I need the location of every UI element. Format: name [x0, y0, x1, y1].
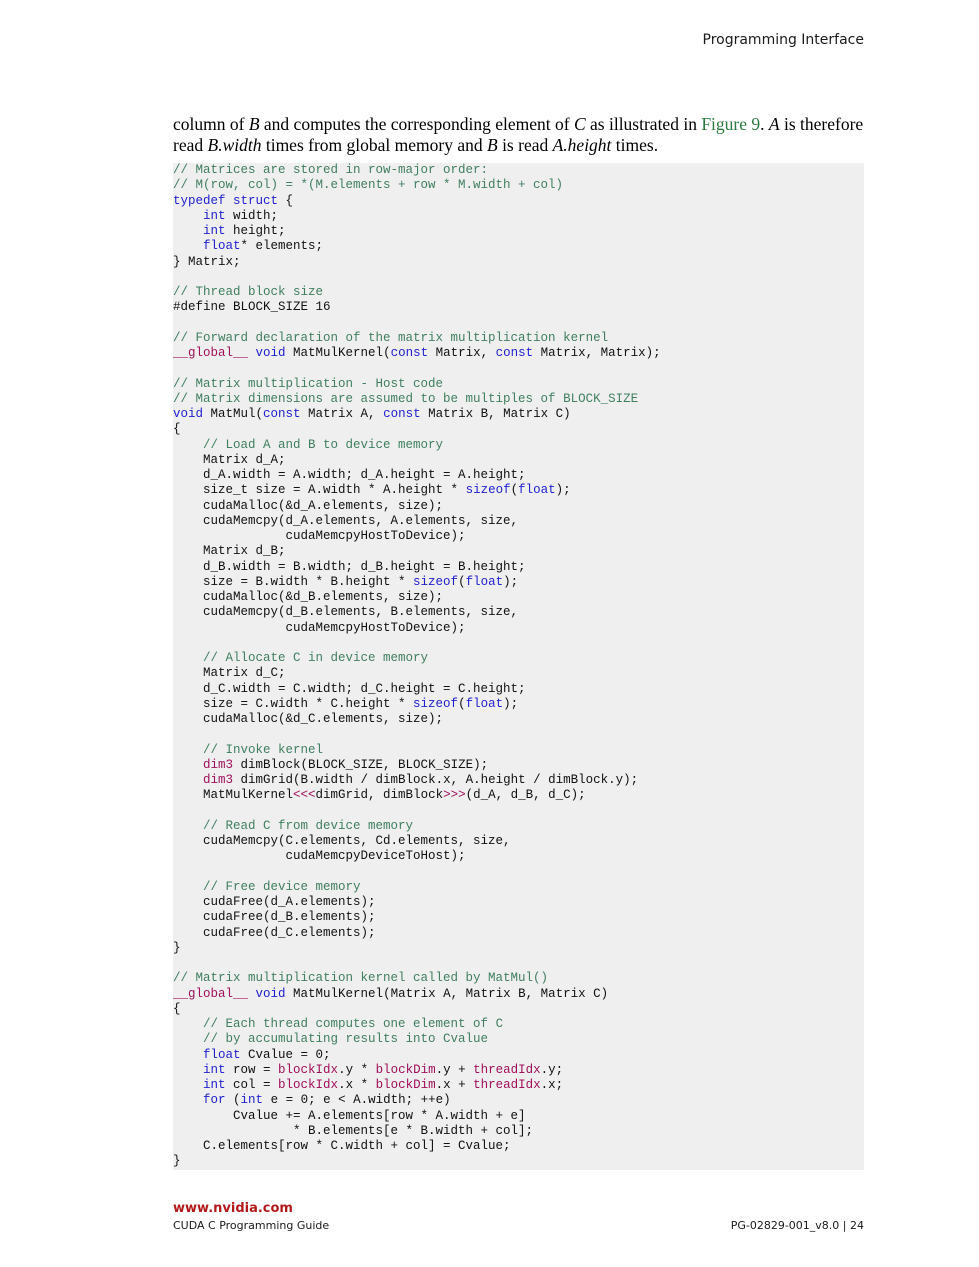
code-token: e = 0; e < A.width; ++e): [263, 1093, 451, 1108]
code-line: [173, 682, 526, 696]
code-token: MatMul(: [203, 407, 264, 421]
code-token: // Matrices are stored in row-major order:: [173, 163, 489, 177]
code-token: #define BLOCK_SIZE 16: [173, 300, 331, 315]
code-token: size_t size = A.width * A.height *: [173, 483, 466, 498]
code-line: [173, 194, 293, 208]
code-token: [173, 743, 203, 757]
code-line: [173, 1048, 331, 1062]
code-token: MatMulKernel(: [285, 346, 391, 360]
code-token: blockDim: [375, 1062, 436, 1077]
code-line: [173, 743, 323, 757]
code-token: Matrix, Matrix);: [533, 346, 661, 360]
code-line: [173, 895, 376, 909]
code-token: blockIdx: [278, 1062, 339, 1077]
code-line: [173, 987, 608, 1001]
code-line: [173, 544, 286, 558]
code-token: Matrix A,: [300, 407, 384, 421]
code-token: >>>: [443, 788, 466, 803]
code-token: Cvalue += A.elements[row * A.width + e]: [173, 1108, 526, 1123]
code-token: int: [203, 224, 226, 238]
code-line: [173, 285, 323, 299]
code-line: [173, 1109, 526, 1123]
code-token: struct: [233, 193, 279, 208]
intro-text: as illustrated in: [585, 114, 702, 134]
code-token: {: [173, 422, 181, 437]
code-token: dimGrid(B.width / dimBlock.x, A.height / dimBlock.y);: [233, 773, 639, 787]
code-token: dimGrid, dimBlock: [315, 788, 444, 803]
code-token: height;: [225, 224, 286, 238]
code-token: int: [203, 1062, 226, 1077]
code-token: // Matrix multiplication kernel called by MatMul(): [173, 971, 549, 986]
code-token: sizeof: [413, 696, 459, 711]
code-token: // Invoke kernel: [203, 742, 324, 757]
var-c: C: [573, 114, 586, 134]
code-line: [173, 575, 518, 589]
code-token: [173, 819, 203, 833]
code-token: d_C.width = C.width; d_C.height = C.height;: [173, 681, 526, 696]
code-line: [173, 788, 586, 802]
code-token: [248, 346, 256, 360]
code-token: float: [203, 239, 241, 254]
code-line: [173, 834, 511, 848]
code-token: float: [465, 574, 504, 589]
code-token: // Each thread computes one element of C: [203, 1017, 504, 1031]
code-token: {: [278, 193, 294, 208]
intro-text: .: [760, 114, 769, 134]
intro-text: times.: [611, 135, 659, 155]
code-line: [173, 209, 278, 223]
footer-doc-number: PG-02829-001_v8.0 | 24: [730, 1219, 864, 1232]
code-token: // Load A and B to device memory: [203, 437, 444, 452]
code-token: .x;: [540, 1078, 564, 1092]
code-line: [173, 529, 466, 543]
code-token: * B.elements[e * B.width + col];: [173, 1123, 534, 1138]
code-token: d_A.width = A.width; d_A.height = A.height;: [173, 468, 526, 482]
code-line: [173, 1017, 503, 1031]
code-token: }: [173, 940, 181, 955]
code-token: (d_A, d_B, d_C);: [465, 788, 586, 803]
code-line: [173, 377, 443, 391]
code-token: cudaMemcpy(d_B.elements, B.elements, size,: [173, 605, 519, 620]
code-token: Matrix d_A;: [173, 452, 286, 467]
code-token: blockIdx: [278, 1078, 339, 1092]
code-token: [173, 651, 203, 665]
code-token: sizeof: [465, 483, 511, 498]
code-token: .x *: [338, 1078, 376, 1092]
code-token: cudaMemcpy(d_A.elements, A.elements, size,: [173, 513, 519, 528]
code-line: [173, 849, 466, 863]
code-token: (: [225, 1093, 241, 1108]
code-token: const: [390, 346, 429, 360]
code-line: [173, 697, 518, 711]
code-line: [173, 346, 661, 360]
code-token: const: [383, 407, 421, 421]
code-token: Matrix d_C;: [173, 666, 286, 681]
code-token: cudaMemcpyDeviceToHost);: [173, 849, 466, 864]
code-line: [173, 1154, 181, 1168]
code-line: [173, 300, 331, 314]
intro-paragraph: [173, 114, 873, 156]
code-line: [173, 605, 518, 619]
code-token: width;: [225, 208, 279, 223]
var-b: B: [486, 135, 498, 155]
code-line: [173, 224, 286, 238]
code-token: Cvalue = 0;: [240, 1047, 331, 1062]
code-token: threadIdx: [473, 1062, 541, 1077]
code-line: [173, 651, 428, 665]
code-token: typedef: [173, 193, 226, 208]
code-token: dim3: [203, 773, 234, 787]
code-token: size = C.width * C.height *: [173, 696, 414, 711]
code-line: [173, 178, 563, 192]
code-token: // Free device memory: [203, 879, 361, 894]
code-token: Matrix d_B;: [173, 544, 286, 559]
code-token: * elements;: [240, 239, 324, 254]
code-token: // by accumulating results into Cvalue: [203, 1032, 489, 1047]
code-line: [173, 590, 443, 604]
code-token: }: [173, 1154, 181, 1169]
code-line: [173, 468, 526, 482]
code-token: MatMulKernel(Matrix A, Matrix B, Matrix C): [285, 986, 609, 1001]
code-token: void: [173, 407, 204, 421]
code-line: [173, 1002, 181, 1016]
code-token: // Matrix multiplication - Host code: [173, 376, 444, 391]
code-token: col =: [225, 1078, 279, 1092]
code-token: [173, 1078, 203, 1092]
code-token: // Allocate C in device memory: [203, 651, 429, 665]
code-token: [173, 239, 203, 253]
figure-link[interactable]: Figure 9: [701, 114, 761, 134]
code-token: d_B.width = B.width; d_B.height = B.height;: [173, 559, 526, 574]
code-token: [173, 1063, 203, 1077]
code-token: [173, 880, 203, 894]
code-token: // Forward declaration of the matrix multiplication kernel: [173, 330, 609, 345]
code-token: threadIdx: [473, 1078, 541, 1092]
code-token: __global__: [173, 346, 249, 360]
code-token: );: [503, 696, 519, 711]
code-token: (: [458, 574, 466, 589]
code-line: [173, 514, 518, 528]
code-token: // Read C from device memory: [203, 818, 414, 833]
code-token: (: [458, 696, 466, 711]
code-line: [173, 819, 413, 833]
code-line: [173, 331, 608, 345]
code-token: cudaMalloc(&d_A.elements, size);: [173, 498, 444, 513]
code-token: [173, 773, 203, 787]
code-token: [248, 987, 256, 1001]
code-token: size = B.width * B.height *: [173, 574, 414, 589]
code-token: dim3: [203, 757, 234, 772]
code-token: Matrix,: [428, 346, 496, 360]
intro-text: and computes the corresponding element of: [259, 114, 574, 134]
var-b-width: B.width: [207, 135, 262, 155]
code-line: [173, 163, 488, 177]
code-token: cudaMemcpyHostToDevice);: [173, 620, 466, 635]
code-token: (: [510, 483, 519, 498]
code-token: cudaFree(d_A.elements);: [173, 895, 376, 909]
code-line: [173, 666, 286, 680]
var-a-height: A.height: [552, 135, 612, 155]
code-line: [173, 407, 571, 421]
code-token: void: [255, 986, 286, 1001]
code-line: [173, 926, 376, 940]
code-token: .y +: [435, 1062, 474, 1077]
code-token: Matrix B, Matrix C): [420, 407, 571, 421]
code-token: );: [555, 483, 571, 498]
code-token: .y;: [540, 1062, 564, 1077]
code-line: [173, 255, 241, 269]
code-token: __global__: [173, 986, 249, 1001]
code-token: sizeof: [413, 574, 459, 589]
code-token: cudaMemcpy(C.elements, Cd.elements, size,: [173, 834, 511, 848]
code-line: [173, 438, 443, 452]
code-token: blockDim: [375, 1078, 436, 1092]
code-token: [173, 1017, 203, 1031]
code-line: [173, 773, 638, 787]
footer-url-link[interactable]: www.nvidia.com: [173, 1201, 293, 1216]
code-token: const: [495, 346, 534, 360]
code-line: [173, 712, 443, 726]
code-token: [226, 194, 234, 208]
running-header: Programming Interface: [702, 32, 864, 48]
code-token: [173, 1093, 203, 1107]
footer-guide-title: CUDA C Programming Guide: [173, 1219, 330, 1232]
code-text: [173, 163, 864, 1170]
code-line: [173, 1139, 511, 1153]
code-token: int: [203, 208, 226, 223]
code-token: } Matrix;: [173, 254, 241, 269]
code-line: [173, 1063, 563, 1077]
code-token: float: [465, 696, 504, 711]
code-line: [173, 941, 181, 955]
code-line: [173, 392, 638, 406]
code-token: {: [173, 1001, 181, 1016]
code-token: cudaFree(d_B.elements);: [173, 910, 376, 925]
code-token: float: [203, 1047, 241, 1062]
intro-text: column of: [173, 114, 249, 134]
intro-text: times from global memory and: [261, 135, 487, 155]
code-line: [173, 560, 526, 574]
code-token: [173, 1048, 203, 1062]
code-line: [173, 422, 181, 436]
code-line: [173, 483, 571, 497]
code-token: cudaFree(d_C.elements);: [173, 925, 376, 940]
code-token: <<<: [293, 788, 316, 803]
code-token: MatMulKernel: [173, 788, 294, 803]
code-token: void: [255, 346, 286, 360]
code-token: [173, 224, 203, 238]
var-a: A: [768, 114, 780, 134]
code-line: [173, 453, 286, 467]
code-token: );: [503, 574, 519, 589]
code-token: int: [203, 1078, 226, 1092]
code-line: [173, 239, 323, 253]
code-token: [173, 209, 203, 223]
code-listing: [173, 163, 864, 1170]
code-token: // Thread block size: [173, 285, 324, 299]
code-token: [173, 1032, 203, 1046]
intro-text: is read: [497, 135, 553, 155]
code-token: dimBlock(BLOCK_SIZE, BLOCK_SIZE);: [233, 757, 489, 772]
code-line: [173, 758, 488, 772]
code-token: C.elements[row * C.width + col] = Cvalue;: [173, 1139, 511, 1153]
code-token: const: [263, 407, 301, 421]
code-token: float: [518, 483, 556, 498]
code-line: [173, 880, 361, 894]
code-line: [173, 1093, 451, 1107]
code-token: row =: [225, 1062, 279, 1077]
code-line: [173, 1032, 488, 1046]
code-line: [173, 1124, 533, 1138]
code-line: [173, 971, 548, 985]
code-token: cudaMalloc(&d_C.elements, size);: [173, 712, 444, 726]
code-token: [173, 438, 203, 452]
code-token: .x +: [435, 1078, 474, 1092]
code-line: [173, 621, 466, 635]
code-token: // Matrix dimensions are assumed to be multiples of BLOCK_SIZE: [173, 391, 639, 406]
code-token: // M(row, col) = *(M.elements + row * M.width + col): [173, 178, 564, 193]
code-line: [173, 1078, 563, 1092]
code-token: [173, 758, 203, 772]
code-line: [173, 910, 376, 924]
code-token: int: [240, 1093, 264, 1108]
var-b: B: [248, 114, 260, 134]
code-line: [173, 499, 443, 513]
code-token: .y *: [338, 1062, 376, 1077]
code-token: cudaMalloc(&d_B.elements, size);: [173, 590, 444, 604]
code-token: cudaMemcpyHostToDevice);: [173, 529, 466, 543]
code-token: for: [203, 1093, 226, 1108]
intro-text: is therefore read: [173, 114, 864, 155]
